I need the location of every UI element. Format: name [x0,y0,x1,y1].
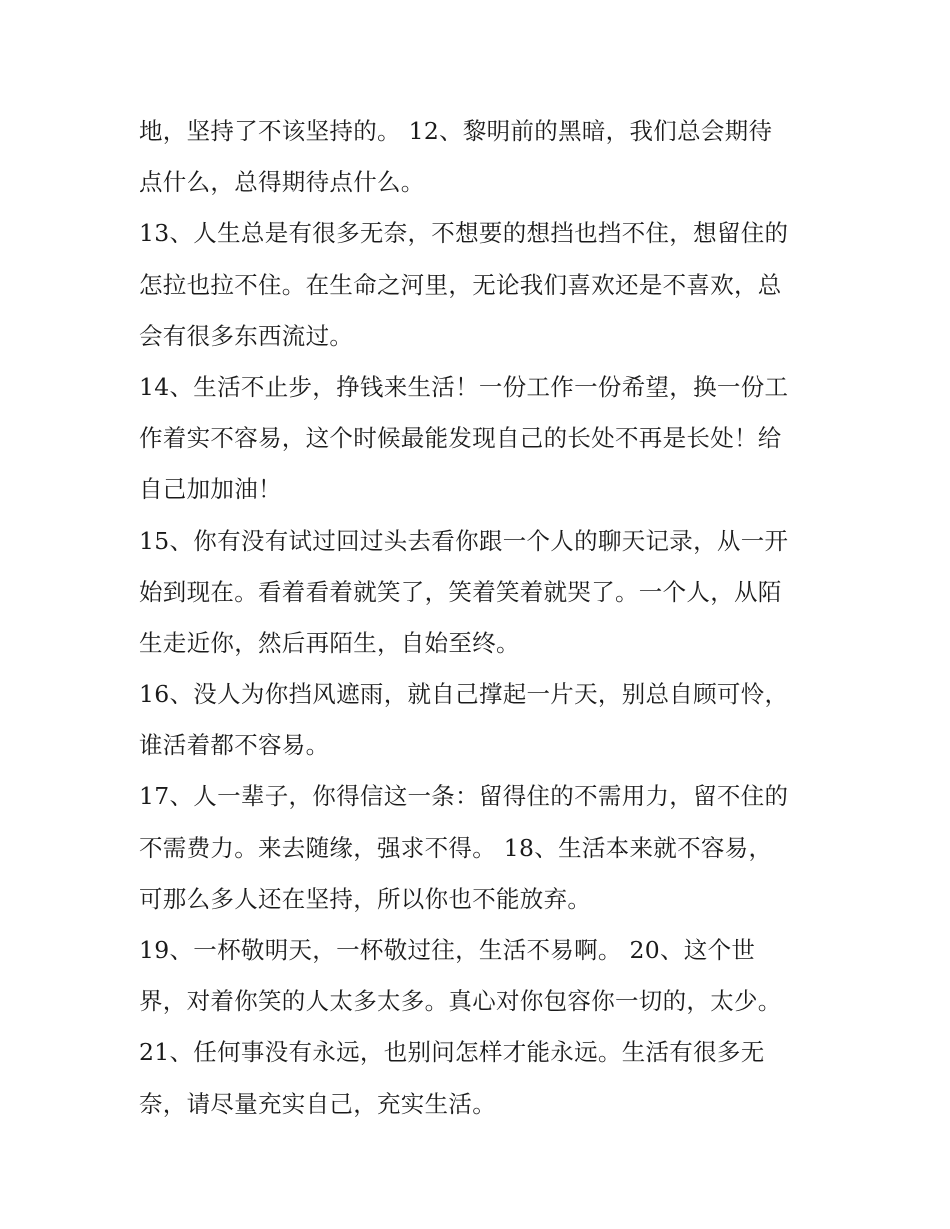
text-line: 17、人一辈子，你得信这一条：留得住的不需用力，留不住的 [139,782,789,811]
text-line: 奈，请尽量充实自己，充实生活。 [139,1089,496,1118]
text-line: 谁活着都不容易。 [139,731,330,760]
text-line: 会有很多东西流过。 [139,321,354,350]
text-line: 16、没人为你挡风遮雨，就自己撑起一片天，别总自顾可怜， [139,680,789,709]
text-line: 14、生活不止步，挣钱来生活！一份工作一份希望，换一份工 [139,372,789,401]
text-line: 不需费力。来去随缘，强求不得。 18、生活本来就不容易， [139,833,773,862]
text-line: 始到现在。看着看着就笑了，笑着笑着就哭了。一个人，从陌 [139,577,782,606]
text-line: 可那么多人还在坚持，所以你也不能放弃。 [139,884,592,913]
text-line: 生走近你，然后再陌生，自始至终。 [139,628,520,657]
text-line: 怎拉也拉不住。在生命之河里，无论我们喜欢还是不喜欢，总 [139,270,782,299]
text-line: 自己加加油！ [139,475,282,504]
body-text [139,106,819,1130]
text-line: 地，坚持了不该坚持的。 12、黎明前的黑暗，我们总会期待 [139,117,773,145]
text-line: 界，对着你笑的人太多太多。真心对你包容你一切的，太少。 [139,987,782,1016]
text-line: 19、一杯敬明天，一杯敬过往，生活不易啊。 20、这个世 [139,936,756,964]
text-line: 作着实不容易，这个时候最能发现自己的长处不再是长处！给 [139,424,782,453]
text-line: 点什么，总得期待点什么。 [139,168,425,197]
text-line: 21、任何事没有永远，也别问怎样才能永远。生活有很多无 [139,1038,765,1067]
text-line: 15、你有没有试过回过头去看你跟一个人的聊天记录，从一开 [139,526,789,555]
text-line: 13、人生总是有很多无奈，不想要的想挡也挡不住，想留住的 [139,219,789,248]
